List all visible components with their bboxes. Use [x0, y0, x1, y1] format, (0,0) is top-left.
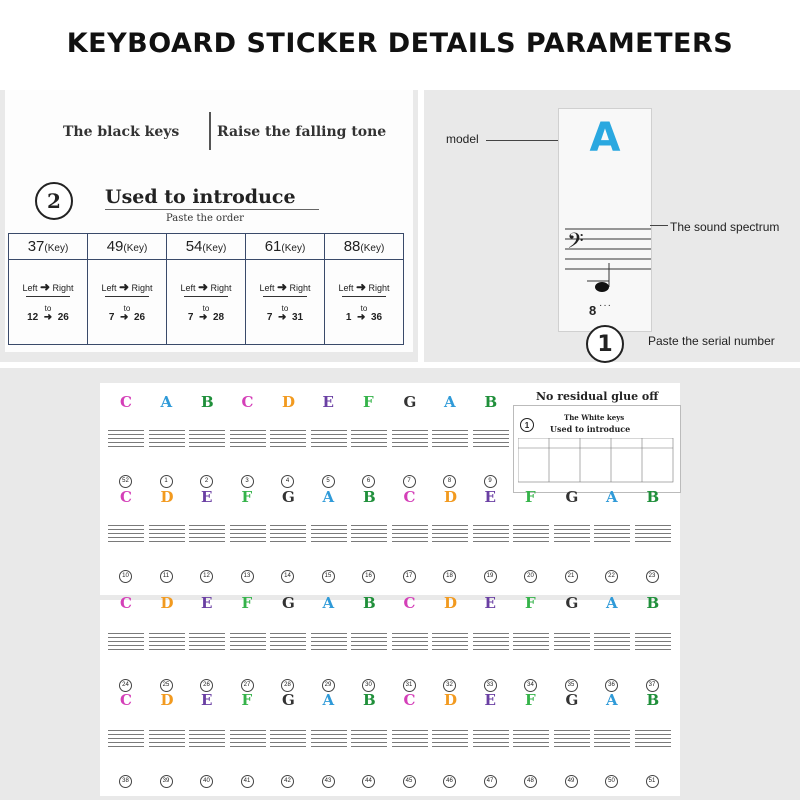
note-letter: A	[444, 393, 456, 411]
sticker-number: 19	[484, 570, 497, 583]
right-arrow-icon: ➜	[118, 280, 130, 294]
key-count: 37	[27, 238, 45, 255]
range-to: 26	[133, 312, 146, 323]
mini-intro-card	[513, 390, 681, 493]
note-letter: G	[565, 488, 579, 506]
step-number-badge: 2	[35, 182, 73, 220]
range-values	[167, 312, 245, 323]
staff-lines	[554, 525, 590, 545]
staff-lines	[594, 730, 630, 750]
range-underline	[263, 296, 307, 297]
sticker-number: 27	[241, 679, 254, 692]
falling-tone-label: Raise the falling tone	[217, 124, 387, 140]
key-count-cell	[9, 234, 88, 260]
sticker-number: 14	[281, 570, 294, 583]
note-letter: D	[444, 594, 458, 612]
staff-lines	[270, 430, 306, 450]
range-from: 12	[27, 312, 39, 323]
right-label: Right	[210, 283, 232, 293]
sticker-number: 4	[281, 475, 294, 488]
sticker-number: 12	[200, 570, 213, 583]
sticker-sample-panel	[424, 90, 800, 362]
note-letter: F	[241, 488, 253, 506]
right-label: Right	[52, 283, 74, 293]
staff-lines	[635, 633, 671, 653]
note-letter: B	[363, 594, 376, 612]
note-letter: C	[120, 691, 132, 709]
range-from: 1	[345, 312, 352, 323]
note-letter: D	[444, 691, 458, 709]
sheet-section-bottom	[100, 600, 680, 796]
sticker-number: 49	[565, 775, 578, 788]
staff-lines	[392, 525, 428, 545]
key-count-cell	[88, 234, 167, 260]
staff-lines	[230, 633, 266, 653]
staff-lines	[189, 633, 225, 653]
sticker-number: 46	[443, 775, 456, 788]
paste-order-label: Paste the order	[166, 213, 244, 224]
staff-lines	[594, 525, 630, 545]
sticker-number: 21	[565, 570, 578, 583]
sticker-number: 18	[443, 570, 456, 583]
staff-lines	[513, 633, 549, 653]
left-label: Left	[180, 283, 196, 293]
note-letter: A	[322, 488, 335, 506]
staff-lines	[432, 525, 468, 545]
staff-lines	[270, 730, 306, 750]
black-keys-label: The black keys	[63, 124, 180, 140]
key-count-cell	[167, 234, 246, 260]
note-letter: C	[403, 594, 416, 612]
right-label: Right	[368, 283, 390, 293]
direction-label	[9, 280, 87, 294]
sticker-number: 6	[362, 475, 375, 488]
right-arrow-icon: ➜	[276, 280, 288, 294]
note-letter: B	[646, 691, 660, 709]
white-keys-label: The White keys	[564, 413, 625, 422]
note-letter: B	[484, 393, 498, 411]
note-letter: D	[160, 691, 174, 709]
staff-lines	[270, 525, 306, 545]
sticker-number: 3	[241, 475, 254, 488]
note-letter: G	[282, 488, 295, 506]
staff-lines	[473, 633, 509, 653]
range-values	[246, 312, 324, 323]
note-letter: F	[525, 488, 536, 506]
staff-lines	[270, 633, 306, 653]
staff-lines	[513, 730, 549, 750]
note-letter: B	[201, 393, 214, 411]
note-letter: B	[646, 488, 660, 506]
intro-underline	[105, 209, 319, 210]
sticker-number: 23	[646, 570, 659, 583]
glue-label: No residual glue off	[536, 390, 659, 403]
sticker-number: 39	[160, 775, 173, 788]
staff-lines	[473, 430, 509, 450]
note-letter: D	[444, 488, 458, 506]
serial-number-label: Paste the serial number	[648, 334, 775, 348]
staff-lines	[554, 730, 590, 750]
sticker-number: 50	[605, 775, 618, 788]
staff-lines	[513, 525, 549, 545]
key-unit: (Key)	[360, 243, 385, 254]
range-arrow-icon: ➜	[357, 312, 366, 323]
sample-octave-mark: 8	[589, 303, 597, 318]
note-letter: A	[606, 488, 618, 506]
range-from: 7	[266, 312, 273, 323]
note-letter: F	[241, 691, 253, 709]
right-arrow-icon: ➜	[197, 280, 209, 294]
key-count-cell	[325, 234, 404, 260]
key-order-table	[8, 233, 404, 345]
note-letter: E	[201, 594, 213, 612]
staff-lines	[635, 730, 671, 750]
range-arrow-icon: ➜	[199, 312, 208, 323]
sticker-number: 51	[646, 775, 659, 788]
serial-number-badge: 1	[586, 325, 624, 363]
bass-clef-icon: 𝄢	[567, 229, 584, 259]
black-keys-panel	[0, 90, 418, 362]
sticker-number: 16	[362, 570, 375, 583]
key-count: 49	[106, 238, 124, 255]
key-count: 88	[343, 238, 361, 255]
sticker-number: 25	[160, 679, 173, 692]
range-underline	[184, 296, 228, 297]
key-unit: (Key)	[281, 243, 306, 254]
sticker-number: 9	[484, 475, 497, 488]
note-letter: G	[565, 594, 579, 612]
sticker-number: 42	[281, 775, 294, 788]
mini-step-badge: 1	[520, 418, 534, 432]
staff-lines	[392, 730, 428, 750]
staff-lines	[311, 730, 347, 750]
staff-lines	[311, 525, 347, 545]
staff-lines	[108, 525, 144, 545]
left-label: Left	[101, 283, 117, 293]
note-letter: B	[363, 691, 376, 709]
note-letter: D	[160, 488, 174, 506]
note-letter: E	[484, 488, 496, 506]
key-count-cell	[246, 234, 325, 260]
key-range-cell	[88, 260, 167, 345]
range-arrow-icon: ➜	[120, 312, 129, 323]
key-unit: (Key)	[44, 243, 69, 254]
note-letter: C	[403, 691, 416, 709]
sticker-number: 2	[200, 475, 213, 488]
sticker-number: 15	[322, 570, 335, 583]
sticker-number: 47	[484, 775, 497, 788]
staff-lines	[392, 633, 428, 653]
direction-label	[88, 280, 166, 294]
staff-lines	[189, 525, 225, 545]
to-label: to	[44, 304, 52, 313]
spectrum-label: The sound spectrum	[670, 220, 780, 234]
staff-lines	[108, 730, 144, 750]
key-unit: (Key)	[123, 243, 148, 254]
range-to: 36	[370, 312, 383, 323]
sticker-number: 26	[200, 679, 213, 692]
sample-note-letter: A	[589, 115, 621, 161]
sticker-number: 28	[281, 679, 294, 692]
sticker-number: 5	[322, 475, 335, 488]
sticker-number: 40	[200, 775, 213, 788]
note-letter: C	[120, 594, 132, 612]
note-letter: C	[120, 488, 132, 506]
right-label: Right	[131, 283, 153, 293]
note-letter: B	[646, 594, 660, 612]
staff-lines	[635, 525, 671, 545]
note-letter: E	[201, 488, 213, 506]
to-label: to	[360, 304, 368, 313]
note-head-icon	[595, 282, 609, 292]
note-letter: C	[403, 488, 416, 506]
range-arrow-icon: ➜	[278, 312, 287, 323]
divider	[209, 112, 211, 150]
staff-lines	[392, 430, 428, 450]
note-letter: C	[241, 393, 254, 411]
note-letter: G	[403, 393, 417, 411]
staff-lines	[351, 730, 387, 750]
range-values	[88, 312, 166, 323]
sticker-number: 33	[484, 679, 497, 692]
sticker-number: 29	[322, 679, 335, 692]
staff-lines	[230, 730, 266, 750]
direction-label	[325, 280, 403, 294]
staff-lines	[432, 430, 468, 450]
key-range-cell	[9, 260, 88, 345]
key-range-cell	[325, 260, 404, 345]
key-unit: (Key)	[202, 243, 227, 254]
sticker-number: 13	[241, 570, 254, 583]
mini-intro-heading: Used to introduce	[550, 424, 631, 434]
staff-lines	[149, 430, 185, 450]
note-letter: E	[484, 691, 496, 709]
sticker-number: 7	[403, 475, 416, 488]
sticker-number: 30	[362, 679, 375, 692]
sticker-number: 11	[160, 570, 173, 583]
note-letter: A	[606, 594, 618, 612]
staff-lines	[473, 730, 509, 750]
intro-heading: Used to introduce	[105, 186, 296, 208]
staff-lines	[189, 730, 225, 750]
range-to: 26	[57, 312, 69, 323]
note-letter: E	[484, 594, 496, 612]
direction-label	[167, 280, 245, 294]
sticker-number: 17	[403, 570, 416, 583]
sticker-number: 38	[119, 775, 132, 788]
left-label: Left	[338, 283, 354, 293]
note-letter: C	[120, 393, 132, 411]
note-letter: D	[160, 594, 174, 612]
staff-lines	[108, 633, 144, 653]
sticker-number: 24	[119, 679, 132, 692]
sticker-number: 10	[119, 570, 132, 583]
range-to: 28	[212, 312, 225, 323]
key-range-cell	[167, 260, 246, 345]
sticker-number: 8	[443, 475, 456, 488]
staff-lines	[594, 633, 630, 653]
sticker-number: 35	[565, 679, 578, 692]
range-underline	[105, 296, 149, 297]
staff-lines	[311, 430, 347, 450]
sticker-number: 31	[403, 679, 416, 692]
staff-lines	[351, 633, 387, 653]
note-letter: A	[322, 691, 335, 709]
to-label: to	[123, 304, 131, 313]
sticker-number: 44	[362, 775, 375, 788]
sticker-number: 1	[160, 475, 173, 488]
left-label: Left	[259, 283, 275, 293]
sticker-number: 41	[241, 775, 254, 788]
staff-lines	[108, 430, 144, 450]
key-count: 54	[185, 238, 203, 255]
octave-dots: ···	[599, 300, 612, 311]
model-label: model	[446, 132, 479, 146]
range-values	[9, 312, 87, 323]
sticker-number: 52	[119, 475, 132, 488]
model-leader-line	[486, 140, 560, 141]
note-letter: E	[322, 393, 334, 411]
sticker-number: 48	[524, 775, 537, 788]
note-letter: D	[282, 393, 296, 411]
sample-sticker	[558, 108, 652, 332]
note-letter: G	[282, 691, 295, 709]
note-letter: G	[565, 691, 579, 709]
sticker-number: 32	[443, 679, 456, 692]
to-label: to	[281, 304, 289, 313]
sticker-number: 43	[322, 775, 335, 788]
staff-lines	[189, 430, 225, 450]
staff-lines	[554, 633, 590, 653]
to-label: to	[202, 304, 210, 313]
sticker-number: 34	[524, 679, 537, 692]
staff-lines	[230, 430, 266, 450]
staff-lines	[351, 525, 387, 545]
range-arrow-icon: ➜	[43, 312, 53, 323]
note-letter: A	[160, 393, 173, 411]
sticker-number: 20	[524, 570, 537, 583]
staff-lines	[149, 633, 185, 653]
range-to: 31	[291, 312, 304, 323]
note-letter: F	[363, 393, 374, 411]
note-letter: E	[201, 691, 213, 709]
left-label: Left	[22, 283, 38, 293]
direction-label	[246, 280, 324, 294]
note-letter: F	[525, 594, 536, 612]
note-letter: F	[525, 691, 536, 709]
note-letter: G	[282, 594, 295, 612]
sticker-number: 45	[403, 775, 416, 788]
note-letter: A	[606, 691, 618, 709]
staff-lines	[230, 525, 266, 545]
mini-key-table	[518, 438, 676, 486]
page-title: KEYBOARD STICKER DETAILS PARAMETERS	[66, 28, 734, 59]
black-keys-card	[5, 90, 413, 352]
note-letter: B	[363, 488, 376, 506]
spectrum-leader-line	[650, 225, 668, 226]
staff-lines	[351, 430, 387, 450]
key-count: 61	[264, 238, 282, 255]
right-arrow-icon: ➜	[355, 280, 367, 294]
note-letter: F	[241, 594, 253, 612]
staff-lines	[432, 730, 468, 750]
key-range-cell	[246, 260, 325, 345]
staff-lines	[149, 730, 185, 750]
range-underline	[342, 296, 386, 297]
sticker-number: 37	[646, 679, 659, 692]
right-arrow-icon: ➜	[39, 280, 51, 294]
range-from: 7	[108, 312, 115, 323]
note-letter: A	[322, 594, 335, 612]
right-label: Right	[289, 283, 311, 293]
staff-lines	[432, 633, 468, 653]
staff-lines	[473, 525, 509, 545]
sticker-number: 22	[605, 570, 618, 583]
range-values	[325, 312, 403, 323]
staff-lines	[149, 525, 185, 545]
staff-lines	[311, 633, 347, 653]
sticker-number: 36	[605, 679, 618, 692]
range-from: 7	[187, 312, 194, 323]
range-underline	[26, 296, 70, 297]
